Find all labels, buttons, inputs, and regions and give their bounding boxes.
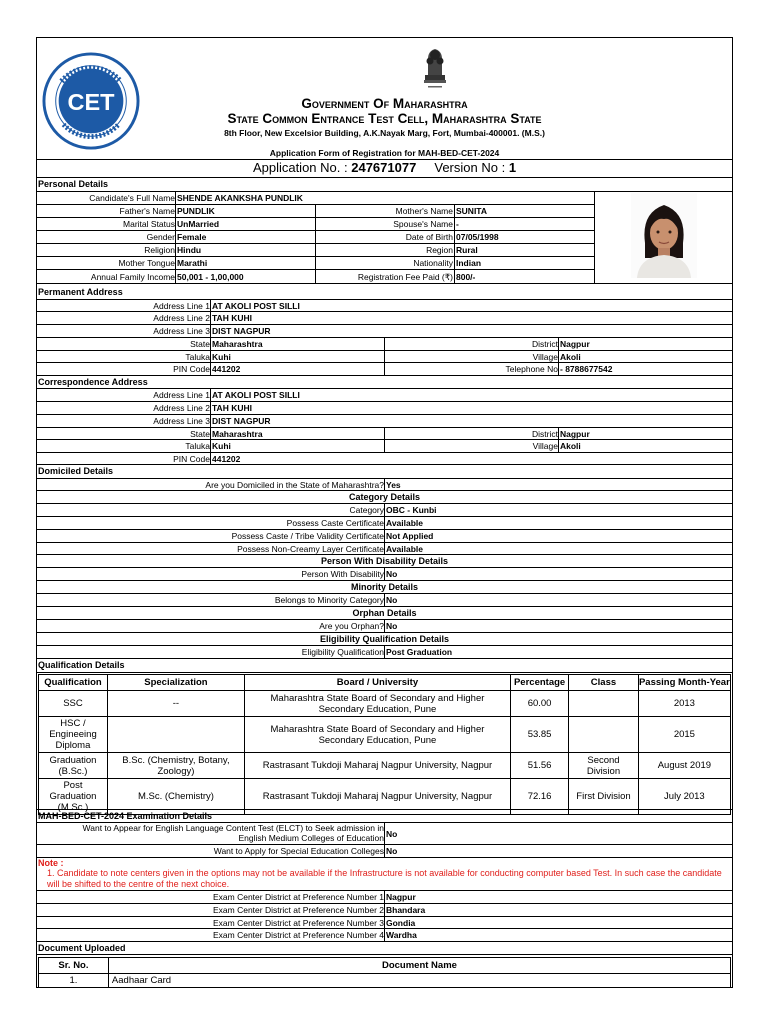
qualification-heading: Qualification Details [38,660,125,670]
special-value: No [386,846,398,856]
region-value: Rural [456,245,478,255]
perm-village-value: Akoli [560,352,581,362]
col-passing: Passing Month-Year [638,675,730,691]
corr-district-value: Nagpur [560,429,590,439]
perm-phone-value: - 8788677542 [560,364,613,374]
nationality-label: Nationality [413,258,453,268]
corr-taluka-value: Kuhi [212,441,231,451]
full-name-label: Candidate's Full Name [89,193,175,203]
domicile-label: Are you Domiciled in the State of Maharashtra? [205,480,384,490]
perm-district-label: District [532,339,558,349]
candidate-photo [631,193,697,278]
perm-line1-label: Address Line 1 [153,301,210,311]
perm-pin-label: PIN Code [173,364,210,374]
pref1-label: Exam Center District at Preference Number 1 [212,892,384,902]
qualification-table [38,674,731,815]
disability-label: Person With Disability [301,569,384,579]
perm-line1-value: AT AKOLI POST SILLI [212,301,300,311]
category-label: Category [349,505,384,515]
documents-header-row [39,958,731,974]
elct-value: No [386,829,398,839]
col-document-name: Document Name [108,958,730,974]
validity-value: Not Applied [386,531,434,541]
region-label: Region [426,245,453,255]
religion-label: Religion [144,245,175,255]
tongue-value: Marathi [177,258,208,268]
form-header [37,38,732,159]
header-address: 8th Floor, New Excelsior Building, A.K.Nayak Marg, Fort, Mumbai-400001. (M.S.) [224,128,545,138]
caste-cert-value: Available [386,518,424,528]
table-cell: Maharashtra State Board of Secondary and Higher Secondary Education, Pune [244,691,510,717]
note-text: 1. Candidate to note centers given in the options may not be available if the Infrastructure is not available for conducting computer based Test. In such case the candidate will be shifted to the centre of the next choice. [47,868,722,889]
table-cell [569,691,639,717]
disability-heading: Person With Disability Details [321,556,448,566]
perm-taluka-value: Kuhi [212,352,231,362]
col-percentage: Percentage [510,675,568,691]
col-board: Board / University [244,675,510,691]
perm-state-value: Maharashtra [212,339,263,349]
perm-taluka-label: Taluka [185,352,210,362]
caste-cert-label: Possess Caste Certificate [286,518,384,528]
col-class: Class [569,675,639,691]
table-cell: Aadhaar Card [108,974,730,988]
special-label: Want to Apply for Special Education Colleges [213,846,384,856]
application-number-bar [37,160,732,176]
personal-details-heading: Personal Details [38,179,109,189]
corr-line2-label: Address Line 2 [153,403,210,413]
table-cell: 53.85 [510,717,568,753]
orphan-value: No [386,621,398,631]
ncl-label: Possess Non-Creamy Layer Certificate [237,544,384,554]
header-title-1: Government Of Maharashtra [301,96,468,111]
table-row [39,753,731,779]
pref4-value: Wardha [386,930,417,940]
version-value: 1 [508,160,517,175]
corr-state-label: State [190,429,210,439]
table-row [39,691,731,717]
permanent-address-heading: Permanent Address [38,287,123,297]
disability-value: No [386,569,398,579]
table-cell: Maharashtra State Board of Secondary and Higher Secondary Education, Pune [244,717,510,753]
corr-district-label: District [532,429,558,439]
gender-value: Female [177,232,207,242]
corr-line3-value: DIST NAGPUR [212,416,271,426]
documents-table [38,957,731,988]
corr-state-value: Maharashtra [212,429,263,439]
table-cell: M.Sc. (Chemistry) [107,779,244,815]
father-value: PUNDLIK [177,206,215,216]
table-cell: Graduation (B.Sc.) [39,753,108,779]
orphan-heading: Orphan Details [352,608,417,618]
version-label: Version No : [434,160,506,175]
table-cell: August 2019 [638,753,730,779]
minority-heading: Minority Details [350,582,418,592]
eligibility-heading: Eligibility Qualification Details [319,634,450,644]
corr-village-label: Village [532,441,558,451]
table-cell: 2015 [638,717,730,753]
ncl-value: Available [386,544,424,554]
corr-line1-label: Address Line 1 [153,390,210,400]
table-cell: 60.00 [510,691,568,717]
corr-pin-label: PIN Code [173,454,210,464]
app-no-value: 247671077 [351,160,417,175]
dob-label: Date of Birth [405,232,453,242]
validity-label: Possess Caste / Tribe Validity Certificate [231,531,384,541]
perm-state-label: State [190,339,210,349]
perm-line2-value: TAH KUHI [212,313,252,323]
table-cell: 1. [39,974,109,988]
pref4-label: Exam Center District at Preference Number 4 [212,930,384,940]
form-title: Application Form of Registration for MAH-BED-CET-2024 [269,148,500,158]
category-heading: Category Details [348,492,421,502]
exam-details-heading: MAH-BED-CET-2024 Examination Details [38,811,213,821]
perm-village-label: Village [532,352,558,362]
perm-phone-label: Telephone No [505,364,558,374]
income-value: 50,001 - 1,00,000 [177,272,244,282]
correspondence-address-heading: Correspondence Address [38,377,148,387]
table-cell: Rastrasant Tukdoji Maharaj Nagpur University, Nagpur [244,779,510,815]
table-cell: July 2013 [638,779,730,815]
note-title: Note : [38,858,64,868]
father-label: Father's Name [119,206,175,216]
table-cell [569,717,639,753]
table-row [39,717,731,753]
spouse-label: Spouse's Name [393,219,453,229]
pref1-value: Nagpur [386,892,416,902]
col-qualification: Qualification [39,675,108,691]
marital-label: Marital Status [123,219,175,229]
minority-value: No [386,595,398,605]
table-cell: 72.16 [510,779,568,815]
tongue-label: Mother Tongue [118,258,175,268]
perm-line3-label: Address Line 3 [153,326,210,336]
pref2-label: Exam Center District at Preference Number 2 [212,905,384,915]
logo-text: CET [67,88,115,115]
corr-village-value: Akoli [560,441,581,451]
domicile-value: Yes [386,480,401,490]
table-cell: Post Graduation (M.Sc.) [39,779,108,815]
table-cell: Rastrasant Tukdoji Maharaj Nagpur University, Nagpur [244,753,510,779]
minority-label: Belongs to Minority Category [274,595,384,605]
domicile-heading: Domiciled Details [38,466,114,476]
state-emblem-icon [419,41,451,91]
col-sr-no: Sr. No. [39,958,109,974]
table-cell: B.Sc. (Chemistry, Botany, Zoology) [107,753,244,779]
mother-value: SUNITA [456,206,488,216]
eligibility-value: Post Graduation [386,647,453,657]
perm-district-value: Nagpur [560,339,590,349]
qualification-header-row [39,675,731,691]
table-row [39,974,731,988]
pref3-value: Gondia [386,918,416,928]
corr-pin-value: 441202 [212,454,241,464]
marital-value: UnMarried [177,219,220,229]
table-cell: 51.56 [510,753,568,779]
table-cell: Second Division [569,753,639,779]
table-cell: 2013 [638,691,730,717]
perm-line2-label: Address Line 2 [153,313,210,323]
perm-line3-value: DIST NAGPUR [212,326,271,336]
fee-label: Registration Fee Paid (₹) [357,272,453,282]
col-specialization: Specialization [107,675,244,691]
application-form-page [36,37,733,988]
table-cell: HSC / Engineeing Diploma [39,717,108,753]
header-title-2: State Common Entrance Test Cell, Maharashtra State [227,111,542,126]
table-cell: SSC [39,691,108,717]
corr-line1-value: AT AKOLI POST SILLI [212,390,300,400]
income-label: Annual Family Income [90,272,175,282]
mother-label: Mother's Name [395,206,453,216]
corr-line2-value: TAH KUHI [212,403,252,413]
corr-line3-label: Address Line 3 [153,416,210,426]
orphan-label: Are you Orphan? [319,621,384,631]
perm-pin-value: 441202 [212,364,241,374]
religion-value: Hindu [177,245,202,255]
app-no-label: Application No. : [252,160,348,175]
table-cell: First Division [569,779,639,815]
pref2-value: Bhandara [386,905,426,915]
elct-label: Want to Appear for English Language Content Test (ELCT) to Seek admission in English Medium Colleges of Education [82,823,384,843]
pref3-label: Exam Center District at Preference Number 3 [212,918,384,928]
documents-heading: Document Uploaded [38,943,126,953]
gender-label: Gender [146,232,175,242]
dob-value: 07/05/1998 [456,232,499,242]
table-cell [107,717,244,753]
full-name-value: SHENDE AKANKSHA PUNDLIK [177,193,303,203]
fee-value: 800/- [456,272,476,282]
spouse-value: - [456,219,459,229]
category-value: OBC - Kunbi [386,505,437,515]
eligibility-label: Eligibility Qualification [301,647,384,657]
nationality-value: Indian [456,258,482,268]
table-cell: -- [107,691,244,717]
corr-taluka-label: Taluka [185,441,210,451]
